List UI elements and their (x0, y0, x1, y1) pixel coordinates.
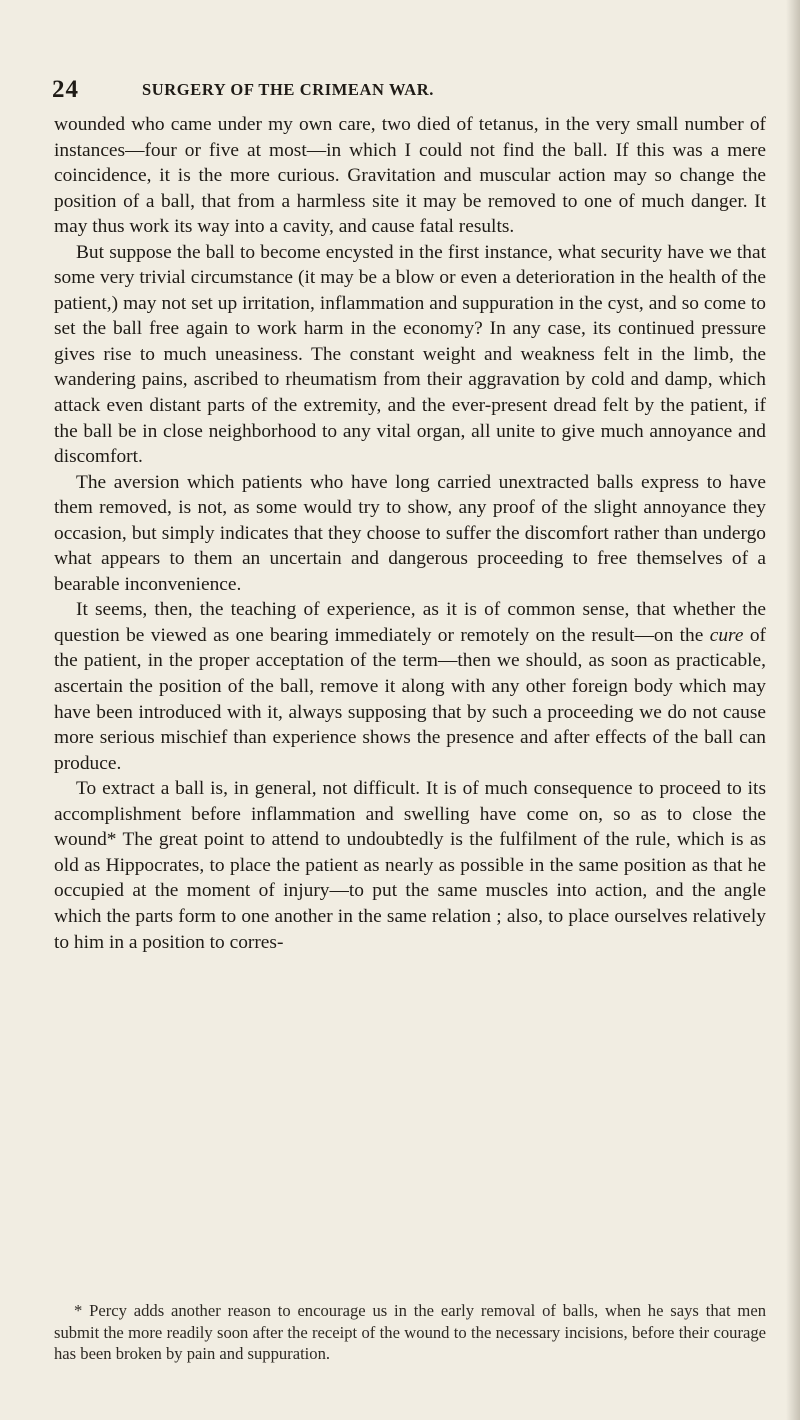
running-title: SURGERY OF THE CRIMEAN WAR. (142, 80, 435, 99)
paragraph-4-part-a: It seems, then, the teaching of experience, as it is of common sense, that whether the question be viewed as one bearing immediately or remotely on the result—on the (54, 599, 766, 646)
paragraph-4-part-b: of the patient, in the proper acceptation of the term—then we should, as soon as practicable, ascertain the position of the ball, remove it along with any other foreign body which may have been introduced with it, always supposing that by such a proceeding we do not cause more serious mischief than experience shows the presence and after effects of the ball can produce. (54, 624, 766, 774)
page-edge-shadow (786, 0, 800, 1420)
paragraph-4 (54, 597, 766, 776)
main-text (54, 112, 766, 955)
paragraph-3: The aversion which patients who have long carried unextracted balls express to have them removed, is not, as some would try to show, any proof of the slight annoyance they occasion, but simply indicates that they choose to suffer the discomfort rather than undergo what appears to them an uncertain and dangerous proceeding to free themselves of a bearable inconvenience. (54, 471, 766, 595)
page-header (52, 76, 772, 110)
page-number: 24 (52, 76, 79, 103)
paragraph-1: wounded who came under my own care, two died of tetanus, in the very small number of instances—four or five at most—in which I could not find the ball. If this was a mere coincidence, it is the more curious. Gravitation and muscular action may so change the position of a ball, that from a harmless site it may be removed to one of much danger. It may thus work its way into a cavity, and cause fatal results. (54, 114, 766, 238)
emphasis-cure: cure (709, 624, 744, 646)
footnote-text: * Percy adds another reason to encourage us in the early removal of balls, when he says that men submit the more readily soon after the receipt of the wound to the necessary incisions, before their courage has been broken by pain and suppuration. (54, 1301, 766, 1363)
paragraph-2: But suppose the ball to become encysted in the first instance, what security have we that some very trivial circumstance (it may be a blow or even a deterioration in the health of the patient,) may not set up irritation, inflammation and suppuration in the cyst, and so come to set the ball free again to work harm in the economy? In any case, its continued pressure gives rise to much uneasiness. The constant weight and weakness felt in the limb, the wandering pains, ascribed to rheumatism from their aggravation by cold and damp, which attack even distant parts of the extremity, and the ever-present dread felt by the patient, if the ball be in close neighborhood to any vital organ, all unite to give much annoyance and discomfort. (54, 241, 766, 468)
footnote (54, 1300, 766, 1365)
paragraph-5: To extract a ball is, in general, not difficult. It is of much consequence to proceed to its accomplishment before inflammation and swelling have come on, so as to close the wound* The great point to attend to undoubtedly is the fulfilment of the rule, which is as old as Hippocrates, to place the patient as nearly as possible in the same position as that he occupied at the moment of injury—to put the same muscles into action, and the angle which the parts form to one another in the same relation ; also, to place ourselves relatively to him in a position to corres- (54, 778, 766, 953)
